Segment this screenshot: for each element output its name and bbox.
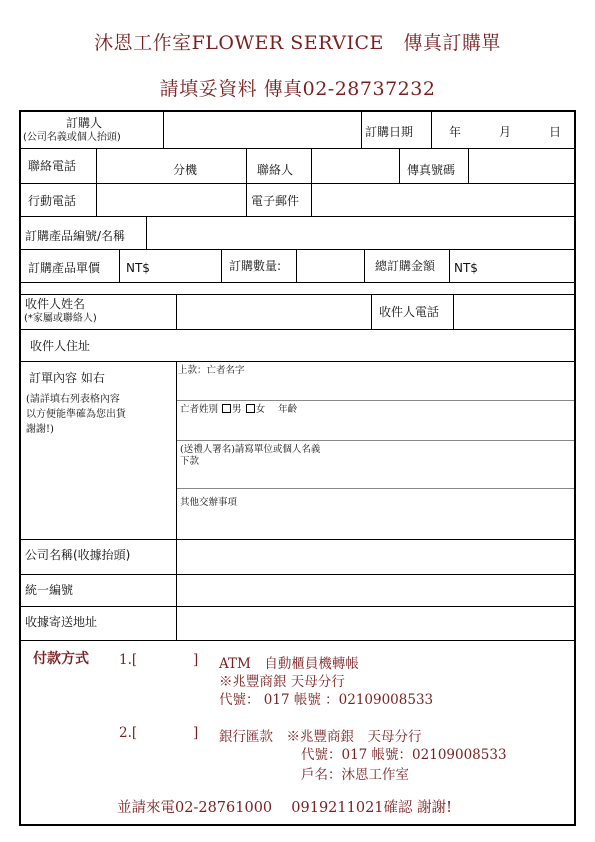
content-gender-label: 亡者姓別 xyxy=(180,404,219,415)
product-label: 訂購產品編號/名稱 xyxy=(25,229,126,243)
recipient-sublabel: (*家屬或聯絡人) xyxy=(24,313,97,324)
option-2-bracket-open: 2.[ xyxy=(119,725,138,741)
content-gender-row xyxy=(180,404,297,416)
payment-title: 付款方式 xyxy=(33,651,89,667)
content-other-notes: 其他交辦事項 xyxy=(180,497,238,508)
order-content-label: 訂單內容 如右 xyxy=(29,371,105,385)
order-form xyxy=(19,110,576,826)
content-lower-label: 下款 xyxy=(180,456,200,467)
total-label: 總訂購金額 xyxy=(375,259,436,273)
male-label: 男 xyxy=(232,404,242,415)
year-label: 年 xyxy=(449,125,462,139)
fax-label: 傳真號碼 xyxy=(407,163,456,177)
option-2-bracket-close: ] xyxy=(193,725,199,741)
age-label: 年齡 xyxy=(278,404,298,415)
option-1-bracket-close: ] xyxy=(193,652,199,668)
female-checkbox[interactable] xyxy=(246,404,255,413)
month-label: 月 xyxy=(499,125,512,139)
recipient-label: 收件人姓名 xyxy=(25,297,86,311)
unit-price-value: NT$ xyxy=(126,261,150,275)
receipt-address-label: 收據寄送地址 xyxy=(25,615,98,629)
order-content-note-1: (請詳填右列表格內容 xyxy=(26,394,120,405)
company-label: 公司名稱(收據抬頭) xyxy=(25,548,131,562)
option-1-method: ATM 自動櫃員機轉帳 xyxy=(219,656,359,672)
buyer-label: 訂購人 xyxy=(66,116,103,130)
order-date-label: 訂購日期 xyxy=(365,125,414,139)
tax-id-label: 統一編號 xyxy=(25,583,74,597)
option-2-account: 代號：017 帳號：02109008533 xyxy=(301,747,507,763)
qty-label: 訂購數量: xyxy=(229,259,282,273)
email-label: 電子郵件 xyxy=(251,194,300,208)
buyer-sublabel: (公司名義或個人抬頭) xyxy=(23,132,121,143)
unit-price-label: 訂購產品單價 xyxy=(28,261,101,275)
option-1-bank: ※兆豐商銀 天母分行 xyxy=(219,674,345,690)
order-content-note-3: 謝謝!) xyxy=(26,424,54,435)
form-title: 沐恩工作室FLOWER SERVICE 傳真訂購單 xyxy=(94,32,501,54)
option-1-bracket-open: 1.[ xyxy=(119,652,138,668)
male-checkbox[interactable] xyxy=(222,404,231,413)
ext-label: 分機 xyxy=(173,163,198,177)
recipient-address-label: 收件人住址 xyxy=(30,339,91,353)
confirm-call-footer: 並請來電02-28761000 0919211021確認 謝謝! xyxy=(117,800,452,816)
option-2-method: 銀行匯款 ※兆豐商銀 天母分行 xyxy=(219,729,422,745)
content-deceased-name: 上款：亡者名字 xyxy=(178,365,245,376)
day-label: 日 xyxy=(549,125,562,139)
phone-label: 聯絡電話 xyxy=(28,159,77,173)
female-label: 女 xyxy=(255,404,266,415)
order-content-note-2: 以方便能準確為您出貨 xyxy=(26,409,126,420)
mobile-label: 行動電話 xyxy=(28,194,77,208)
content-sender-note: (送禮人署名)請寫單位或個人名義 xyxy=(180,444,321,455)
fax-subtitle: 請填妥資料 傳真02-28737232 xyxy=(159,78,436,100)
option-2-account-name: 戶名：沐恩工作室 xyxy=(301,767,409,783)
total-value: NT$ xyxy=(454,261,478,275)
recipient-phone-label: 收件人電話 xyxy=(379,305,440,319)
option-1-account: 代號： 017 帳號 ：02109008533 xyxy=(219,692,434,708)
contact-label: 聯絡人 xyxy=(257,163,294,177)
